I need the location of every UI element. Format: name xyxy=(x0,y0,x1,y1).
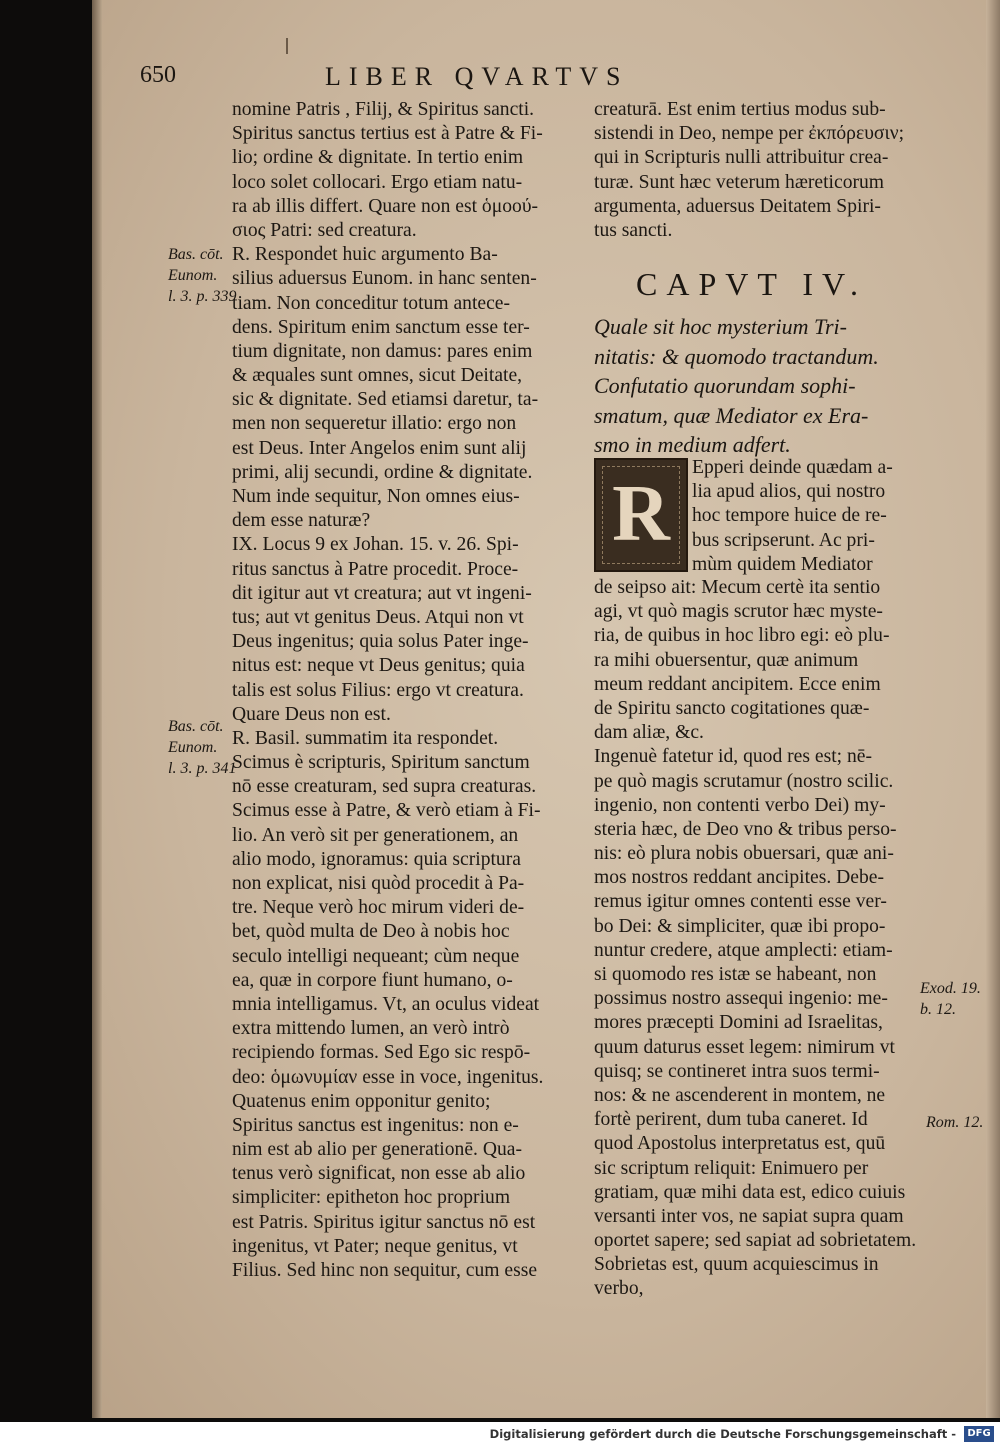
gutter-shadow xyxy=(986,0,1000,1418)
text-line: Quatenus enim opponitur genito; xyxy=(232,1090,491,1112)
text-line: nim est ab alio per generationē. Qua- xyxy=(232,1139,522,1161)
text-line: Epperi deinde quædam a- xyxy=(692,457,893,478)
text-line: nō esse creaturam, sed supra creaturas. xyxy=(232,776,537,798)
text-line: dit igitur aut vt creatura; aut vt ingeni- xyxy=(232,582,532,604)
text-line: nos: & ne ascenderent in montem, ne xyxy=(594,1084,886,1106)
text-line: Rom. 12. xyxy=(926,1114,984,1131)
text-line: Ingenuè fatetur id, quod res est; nē- xyxy=(594,746,873,768)
text-line: bet, quòd multa de Deo à nobis hoc xyxy=(232,921,510,943)
text-line: ritus sanctus à Patre procedit. Proce- xyxy=(232,558,519,580)
text-line: Filius. Sed hinc non sequitur, cum esse xyxy=(232,1260,538,1281)
text-line: lio; ordine & dignitate. In tertio enim xyxy=(232,147,524,169)
text-line: R. Basil. summatim ita respondet. xyxy=(232,727,499,749)
funding-notice: Digitalisierung gefördert durch die Deutsche Forschungsgemeinschaft - xyxy=(489,1427,956,1441)
text-line: Bas. cōt. xyxy=(168,246,224,263)
running-header xyxy=(140,62,760,98)
text-line: mnia intelligamus. Vt, an oculus videat xyxy=(232,993,540,1015)
side-note-left xyxy=(168,244,236,307)
text-line: tus; aut vt genitus Deus. Atqui non vt xyxy=(232,606,524,628)
text-line: sic & dignitate. Sed etiamsi daretur, ta- xyxy=(232,389,539,411)
page-edge-shadow xyxy=(92,0,102,1418)
text-line: qui in Scripturis nulli attribuitur crea- xyxy=(594,147,889,169)
text-line: Deus ingenitus; quia solus Pater inge- xyxy=(232,631,529,653)
text-line: Spiritus sanctus tertius est à Patre & Fi- xyxy=(232,123,543,145)
text-line: mos nostros reddant ancipites. Debe- xyxy=(594,867,885,889)
text-line: ea, quæ in corpore fiunt humano, o- xyxy=(232,969,513,991)
decorated-initial: R xyxy=(594,458,688,572)
text-line: sistendi in Deo, nempe per ἐκπόρευσιν; xyxy=(594,123,905,145)
left-text-column xyxy=(232,98,582,1283)
text-line: possimus nostro assequi ingenio: me- xyxy=(594,988,888,1010)
text-line: Sobrietas est, quum acquiescimus in xyxy=(594,1254,879,1276)
text-line: ra mihi obuersentur, quæ animum xyxy=(594,649,859,671)
text-line: oportet sapere; sed sapiat ad sobrietatem. xyxy=(594,1230,917,1252)
text-line: Bas. cōt. xyxy=(168,718,224,735)
text-line: ingenitus, vt Pater; neque genitus, vt xyxy=(232,1235,518,1257)
text-line: turæ. Sunt hæc veterum hæreticorum xyxy=(594,171,885,193)
side-note-right xyxy=(926,1112,983,1133)
text-line: recipiendo formas. Sed Ego sic respō- xyxy=(232,1042,531,1064)
text-line: versanti inter vos, ne sapiat supra quam xyxy=(594,1205,904,1227)
text-line: men non sequeretur illatio: ergo non xyxy=(232,413,517,435)
text-line: Eunom. xyxy=(168,739,218,756)
text-line: extra mittendo lumen, an verò intrò xyxy=(232,1018,510,1040)
text-line: Spiritus sanctus est ingenitus: non e- xyxy=(232,1114,519,1136)
text-line: quisq; se contineret intra suos termi- xyxy=(594,1060,880,1082)
text-line: mores præcepti Domini ad Israelitas, xyxy=(594,1012,883,1034)
text-line: nitatis: & quomodo tractandum. xyxy=(594,343,879,369)
text-line: primi, alij secundi, ordine & dignitate. xyxy=(232,461,533,483)
text-line: pe quò magis scrutamur (nostro scilic. xyxy=(594,770,894,792)
text-line: tiam. Non conceditur totum antece- xyxy=(232,292,511,314)
text-line: Confutatio quorundam sophi- xyxy=(594,373,856,398)
text-line: ingenio, non contenti verbo Dei) my- xyxy=(594,794,886,816)
text-line: gratiam, quæ mihi data est, edico cuiuis xyxy=(594,1181,906,1203)
text-line: dens. Spiritum enim sanctum esse ter- xyxy=(232,316,530,338)
side-note-right xyxy=(920,978,981,1020)
chapter-subtitle xyxy=(594,312,939,460)
text-line: nis: eò plura nobis obuersari, quæ ani- xyxy=(594,843,894,865)
text-line: tus sancti. xyxy=(594,219,673,241)
text-line: smatum, quæ Mediator ex Era- xyxy=(594,402,869,428)
text-line: IX. Locus 9 ex Johan. 15. v. 26. Spi- xyxy=(232,534,519,556)
footer-bar xyxy=(0,1422,1000,1447)
right-text-column-body xyxy=(594,576,939,1302)
text-line: de Spiritu sancto cogitationes quæ- xyxy=(594,697,870,719)
text-line: talis est solus Filius: ergo vt creatura. xyxy=(232,679,524,701)
text-line: Num inde sequitur, Non omnes eius- xyxy=(232,486,520,507)
text-line: steria hæc, de Deo vno & tribus perso- xyxy=(594,818,897,840)
text-line: verbo, xyxy=(594,1278,644,1300)
text-line: est Deus. Inter Angelos enim sunt alij xyxy=(232,437,527,459)
text-line: Eunom. xyxy=(168,267,218,284)
text-line: fortè perirent, dum tuba caneret. Id xyxy=(594,1109,868,1131)
text-line: nitus est: neque vt Deus genitus; quia xyxy=(232,655,525,677)
text-line: dem esse naturæ? xyxy=(232,510,371,532)
text-line: Exod. 19. xyxy=(920,980,981,997)
text-line: silius aduersus Eunom. in hanc senten- xyxy=(232,268,537,290)
text-line: quod Apostolus interpretatus est, quū xyxy=(594,1133,886,1155)
text-line: simpliciter: epitheton hoc proprium xyxy=(232,1187,511,1209)
text-line: tium dignitate, non damus: pares enim xyxy=(232,340,533,362)
text-line: nuntur credere, atque amplecti: etiam- xyxy=(594,939,893,961)
text-line: si quomodo res istæ se habeant, non xyxy=(594,964,877,985)
running-title: LIBER QVARTVS xyxy=(325,62,629,91)
text-line: mùm quidem Mediator xyxy=(692,553,873,575)
text-line: b. 12. xyxy=(920,1001,956,1018)
right-text-column-top xyxy=(594,98,932,243)
text-line: bo Dei: & simpliciter, quæ ibi propo- xyxy=(594,915,886,937)
text-line: agi, vt quò magis scrutor hæc myste- xyxy=(594,601,883,623)
text-line: ra ab illis differt. Quare non est ὁμοού- xyxy=(232,195,539,217)
text-line: tenus verò significat, non esse ab alio xyxy=(232,1163,526,1185)
text-line: lio. An verò sit per generationem, an xyxy=(232,824,519,846)
text-line: l. 3. p. 339 xyxy=(168,288,237,305)
text-line: & æquales sunt omnes, sicut Deitate, xyxy=(232,365,523,387)
page-number: 650 xyxy=(140,62,176,88)
text-line: quum daturus esset legem: nimirum vt xyxy=(594,1036,895,1058)
side-note-left xyxy=(168,716,236,779)
text-line: bus scripserunt. Ac pri- xyxy=(692,529,875,551)
dropcap-text-lines xyxy=(692,456,937,577)
text-line: creaturā. Est enim tertius modus sub- xyxy=(594,99,886,120)
text-line: smo in medium adfert. xyxy=(594,432,791,457)
text-line: Scimus è scripturis, Spiritum sanctum xyxy=(232,752,530,774)
text-line: nomine Patris , Filij, & Spiritus sancti. xyxy=(232,99,535,120)
text-line: ria, de quibus in hoc libro egi: eò plu- xyxy=(594,625,890,647)
text-line: de seipso ait: Mecum certè ita sentio xyxy=(594,577,881,598)
text-line: sic scriptum reliquit: Enimuero per xyxy=(594,1157,869,1179)
text-line: Quale sit hoc mysterium Tri- xyxy=(594,314,847,339)
text-line: l. 3. p. 341 xyxy=(168,760,237,777)
dfg-logo: DFG xyxy=(964,1426,994,1442)
text-line: meum reddant ancipitem. Ecce enim xyxy=(594,673,881,695)
chapter-heading: CAPVT IV. xyxy=(636,266,867,302)
text-line: R. Respondet huic argumento Ba- xyxy=(232,244,498,266)
text-line: est Patris. Spiritus igitur sanctus nō est xyxy=(232,1211,536,1233)
text-line: lia apud alios, qui nostro xyxy=(692,481,886,503)
text-line: alio modo, ignoramus: quia scriptura xyxy=(232,848,521,870)
text-line: Scimus esse à Patre, & verò etiam à Fi- xyxy=(232,800,541,822)
text-line: dam aliæ, &c. xyxy=(594,722,704,744)
text-line: Quare Deus non est. xyxy=(232,703,391,725)
text-line: deo: ὁμωνυμίαν esse in voce, ingenitus. xyxy=(232,1066,544,1088)
text-line: remus igitur omnes contenti esse ver- xyxy=(594,891,887,913)
text-line: σιος Patri: sed creatura. xyxy=(232,219,417,241)
text-line: seculo intelligi nequeant; cùm neque xyxy=(232,945,520,967)
text-line: argumenta, aduersus Deitatem Spiri- xyxy=(594,195,881,217)
text-line: loco solet collocari. Ergo etiam natu- xyxy=(232,171,523,193)
page-mark xyxy=(286,38,288,54)
text-line: tre. Neque verò hoc mirum videri de- xyxy=(232,897,525,919)
text-line: non explicat, nisi quòd procedit à Pa- xyxy=(232,873,525,894)
text-line: hoc tempore huice de re- xyxy=(692,505,887,527)
